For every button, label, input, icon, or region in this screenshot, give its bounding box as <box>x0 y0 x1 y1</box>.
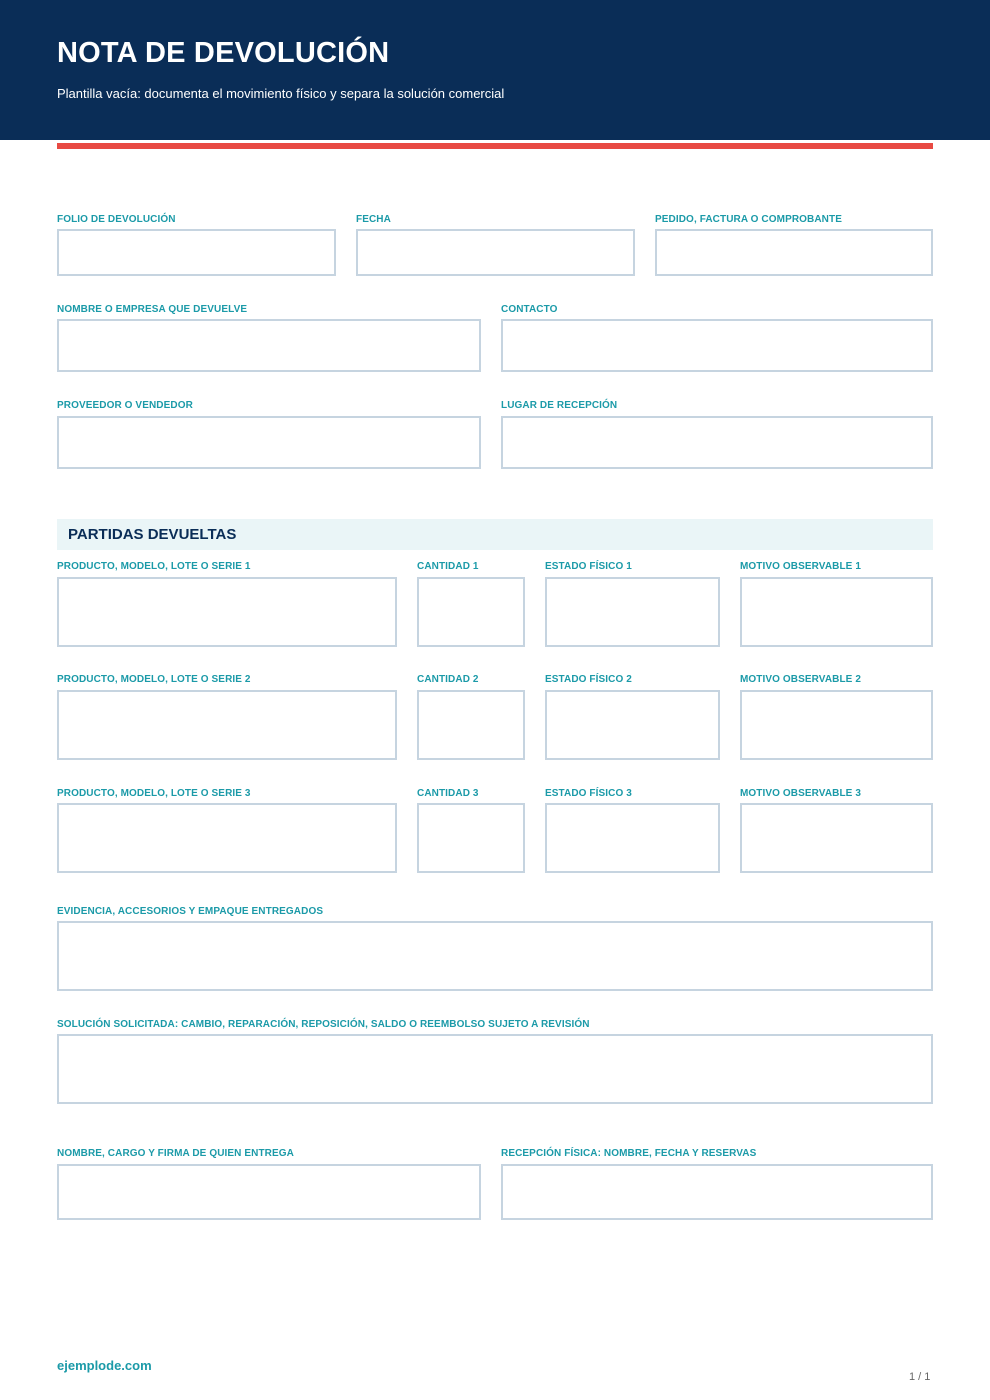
item-cantidad-field[interactable] <box>417 803 525 873</box>
fecha-label: FECHA <box>356 214 391 225</box>
page-subtitle: Plantilla vacía: documenta el movimiento físico y separa la solución comercial <box>57 86 505 101</box>
item-cantidad-field[interactable] <box>417 577 525 647</box>
section-header <box>57 519 933 550</box>
solucion-field[interactable] <box>57 1034 933 1104</box>
item-producto-label: PRODUCTO, MODELO, LOTE O SERIE 2 <box>57 674 251 685</box>
item-cantidad-label: CANTIDAD 1 <box>417 561 479 572</box>
item-estado-field[interactable] <box>545 577 720 647</box>
evidencia-field[interactable] <box>57 921 933 991</box>
item-producto-label: PRODUCTO, MODELO, LOTE O SERIE 1 <box>57 561 251 572</box>
nombre-field[interactable] <box>57 319 481 372</box>
item-cantidad-label: CANTIDAD 2 <box>417 674 479 685</box>
firma-entrega-label: NOMBRE, CARGO Y FIRMA DE QUIEN ENTREGA <box>57 1148 294 1159</box>
pedido-label: PEDIDO, FACTURA O COMPROBANTE <box>655 214 842 225</box>
proveedor-label: PROVEEDOR O VENDEDOR <box>57 400 193 411</box>
item-producto-label: PRODUCTO, MODELO, LOTE O SERIE 3 <box>57 788 251 799</box>
nombre-label: NOMBRE O EMPRESA QUE DEVUELVE <box>57 304 248 315</box>
item-estado-field[interactable] <box>545 690 720 760</box>
item-motivo-label: MOTIVO OBSERVABLE 1 <box>740 561 861 572</box>
page-number: 1 / 1 <box>909 1371 931 1383</box>
item-estado-label: ESTADO FÍSICO 2 <box>545 674 632 685</box>
item-cantidad-label: CANTIDAD 3 <box>417 788 479 799</box>
page-title: NOTA DE DEVOLUCIÓN <box>57 37 390 69</box>
lugar-field[interactable] <box>501 416 933 469</box>
item-producto-field[interactable] <box>57 690 397 760</box>
item-estado-label: ESTADO FÍSICO 1 <box>545 561 632 572</box>
header-banner <box>0 0 990 140</box>
firma-entrega-field[interactable] <box>57 1164 481 1220</box>
contacto-label: CONTACTO <box>501 304 558 315</box>
item-estado-field[interactable] <box>545 803 720 873</box>
fecha-field[interactable] <box>356 229 635 276</box>
accent-divider <box>57 143 933 149</box>
item-producto-field[interactable] <box>57 803 397 873</box>
item-motivo-field[interactable] <box>740 577 933 647</box>
evidencia-label: EVIDENCIA, ACCESORIOS Y EMPAQUE ENTREGADOS <box>57 906 324 917</box>
item-cantidad-field[interactable] <box>417 690 525 760</box>
folio-label: FOLIO DE DEVOLUCIÓN <box>57 214 176 225</box>
contacto-field[interactable] <box>501 319 933 372</box>
pedido-field[interactable] <box>655 229 933 276</box>
solucion-label: SOLUCIÓN SOLICITADA: CAMBIO, REPARACIÓN, REPOSICIÓN, SALDO O REEMBOLSO SUJETO A REVISIÓN <box>57 1019 590 1030</box>
lugar-label: LUGAR DE RECEPCIÓN <box>501 400 618 411</box>
item-motivo-field[interactable] <box>740 690 933 760</box>
section-title: PARTIDAS DEVUELTAS <box>68 526 237 543</box>
item-motivo-label: MOTIVO OBSERVABLE 2 <box>740 674 861 685</box>
footer-brand-link[interactable]: ejemplode.com <box>57 1358 152 1373</box>
recepcion-field[interactable] <box>501 1164 933 1220</box>
item-producto-field[interactable] <box>57 577 397 647</box>
proveedor-field[interactable] <box>57 416 481 469</box>
item-motivo-label: MOTIVO OBSERVABLE 3 <box>740 788 861 799</box>
item-motivo-field[interactable] <box>740 803 933 873</box>
recepcion-label: RECEPCIÓN FÍSICA: NOMBRE, FECHA Y RESERVAS <box>501 1148 757 1159</box>
folio-field[interactable] <box>57 229 336 276</box>
item-estado-label: ESTADO FÍSICO 3 <box>545 788 632 799</box>
